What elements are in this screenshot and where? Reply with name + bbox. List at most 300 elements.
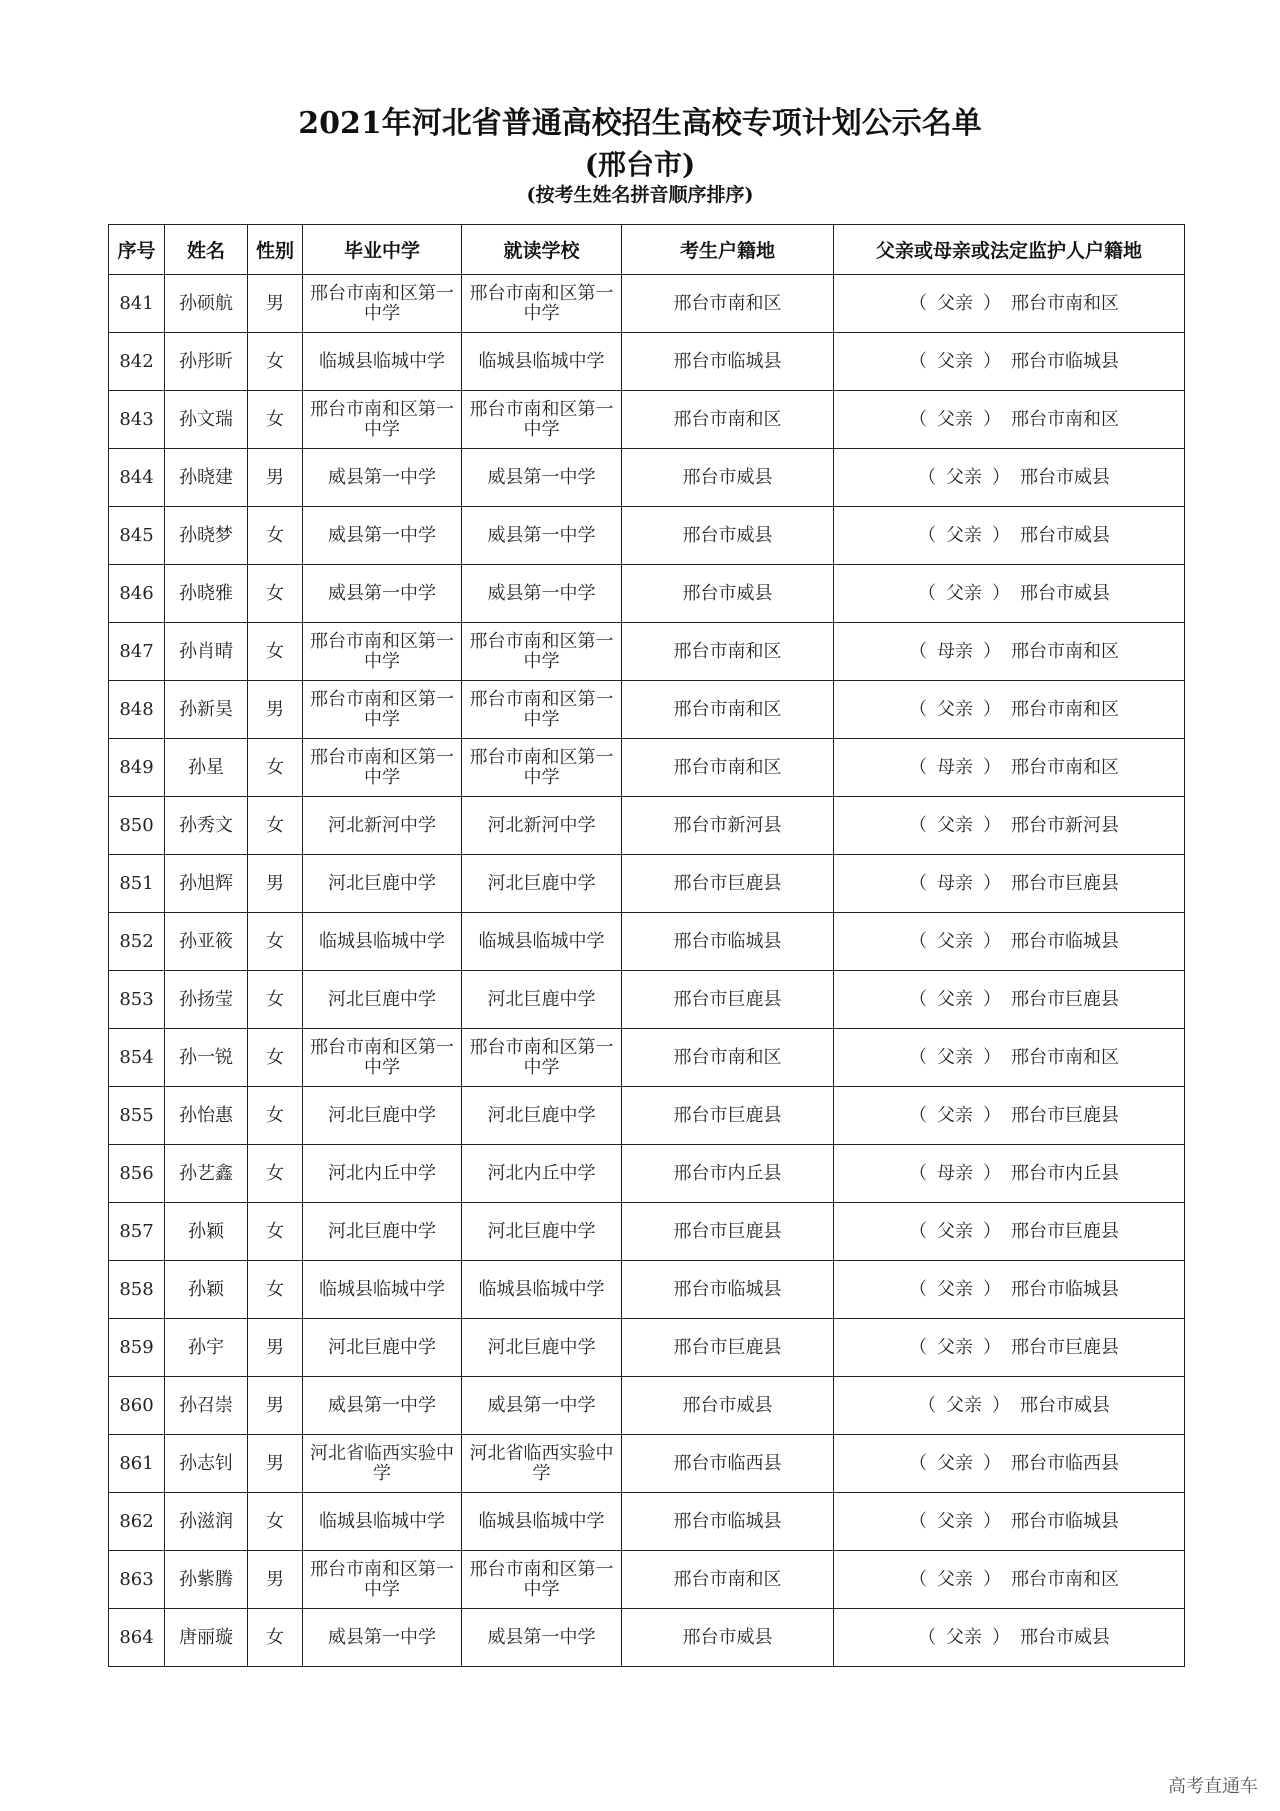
- open-paren: （: [909, 756, 927, 778]
- table-row: [109, 623, 1185, 681]
- guardian-relation: 父亲: [937, 1510, 973, 1532]
- hukou-cell: 邢台市巨鹿县: [622, 855, 834, 913]
- guardian-hukou-cell: [834, 1435, 1185, 1493]
- guardian-place: 邢台市南和区: [1011, 756, 1119, 778]
- grad-school-cell: 邢台市南和区第一中学: [303, 1551, 462, 1609]
- guardian-relation: 父亲: [937, 1046, 973, 1068]
- hukou-cell: 邢台市巨鹿县: [622, 1087, 834, 1145]
- current-school-cell: 临城县临城中学: [462, 913, 622, 971]
- seq-cell: 857: [109, 1203, 165, 1261]
- guardian-hukou-cell: [834, 507, 1185, 565]
- name-cell: 孙滋润: [165, 1493, 248, 1551]
- grad-school-cell: 威县第一中学: [303, 1377, 462, 1435]
- seq-cell: 843: [109, 391, 165, 449]
- open-paren: （: [909, 1510, 927, 1532]
- hukou-cell: 邢台市巨鹿县: [622, 1203, 834, 1261]
- guardian-hukou-cell: [834, 1145, 1185, 1203]
- close-paren: ）: [983, 698, 1001, 720]
- hukou-cell: 邢台市威县: [622, 1609, 834, 1667]
- hukou-cell: 邢台市威县: [622, 507, 834, 565]
- name-cell: 唐丽璇: [165, 1609, 248, 1667]
- hukou-cell: 邢台市临城县: [622, 333, 834, 391]
- current-school-cell: 河北巨鹿中学: [462, 971, 622, 1029]
- gender-cell: 女: [248, 1609, 303, 1667]
- table-row: [109, 449, 1185, 507]
- watermark: 高考直通车: [1168, 1776, 1258, 1797]
- guardian-place: 邢台市威县: [1020, 524, 1110, 546]
- guardian-relation: 母亲: [937, 756, 973, 778]
- guardian-relation: 父亲: [937, 698, 973, 720]
- seq-cell: 846: [109, 565, 165, 623]
- close-paren: ）: [992, 1394, 1010, 1416]
- close-paren: ）: [983, 1510, 1001, 1532]
- seq-cell: 864: [109, 1609, 165, 1667]
- guardian-relation: 父亲: [946, 524, 982, 546]
- hukou-cell: 邢台市临城县: [622, 1493, 834, 1551]
- name-cell: 孙颖: [165, 1203, 248, 1261]
- column-header-gender: 性别: [248, 225, 303, 275]
- name-cell: 孙亚筱: [165, 913, 248, 971]
- guardian-relation: 母亲: [937, 872, 973, 894]
- table-row: [109, 1609, 1185, 1667]
- gender-cell: 女: [248, 797, 303, 855]
- close-paren: ）: [983, 408, 1001, 430]
- table-row: [109, 1435, 1185, 1493]
- current-school-cell: 邢台市南和区第一中学: [462, 391, 622, 449]
- current-school-cell: 邢台市南和区第一中学: [462, 1551, 622, 1609]
- open-paren: （: [909, 872, 927, 894]
- table-row: [109, 1145, 1185, 1203]
- grad-school-cell: 临城县临城中学: [303, 333, 462, 391]
- guardian-relation: 父亲: [937, 1568, 973, 1590]
- current-school-cell: 河北巨鹿中学: [462, 1087, 622, 1145]
- guardian-relation: 父亲: [937, 1452, 973, 1474]
- hukou-cell: 邢台市南和区: [622, 391, 834, 449]
- open-paren: （: [918, 524, 936, 546]
- seq-cell: 848: [109, 681, 165, 739]
- guardian-relation: 父亲: [946, 1394, 982, 1416]
- seq-cell: 847: [109, 623, 165, 681]
- table-row: [109, 1493, 1185, 1551]
- guardian-hukou-cell: [834, 739, 1185, 797]
- guardian-place: 邢台市临城县: [1011, 930, 1119, 952]
- guardian-hukou-cell: [834, 971, 1185, 1029]
- grad-school-cell: 威县第一中学: [303, 1609, 462, 1667]
- gender-cell: 女: [248, 739, 303, 797]
- column-header-grad-school: 毕业中学: [303, 225, 462, 275]
- grad-school-cell: 邢台市南和区第一中学: [303, 681, 462, 739]
- guardian-relation: 父亲: [937, 350, 973, 372]
- close-paren: ）: [983, 1278, 1001, 1300]
- guardian-hukou-cell: [834, 333, 1185, 391]
- open-paren: （: [909, 1104, 927, 1126]
- grad-school-cell: 邢台市南和区第一中学: [303, 275, 462, 333]
- guardian-place: 邢台市巨鹿县: [1011, 1104, 1119, 1126]
- name-cell: 孙旭辉: [165, 855, 248, 913]
- grad-school-cell: 临城县临城中学: [303, 1493, 462, 1551]
- table-row: [109, 333, 1185, 391]
- name-cell: 孙硕航: [165, 275, 248, 333]
- name-cell: 孙晓建: [165, 449, 248, 507]
- grad-school-cell: 邢台市南和区第一中学: [303, 391, 462, 449]
- close-paren: ）: [992, 1626, 1010, 1648]
- close-paren: ）: [983, 756, 1001, 778]
- guardian-place: 邢台市临西县: [1011, 1452, 1119, 1474]
- table-row: [109, 507, 1185, 565]
- gender-cell: 男: [248, 1319, 303, 1377]
- close-paren: ）: [983, 988, 1001, 1010]
- guardian-place: 邢台市新河县: [1011, 814, 1119, 836]
- table-row: [109, 1087, 1185, 1145]
- name-cell: 孙颖: [165, 1261, 248, 1319]
- close-paren: ）: [983, 1220, 1001, 1242]
- guardian-hukou-cell: [834, 855, 1185, 913]
- seq-cell: 856: [109, 1145, 165, 1203]
- guardian-hukou-cell: [834, 797, 1185, 855]
- seq-cell: 862: [109, 1493, 165, 1551]
- current-school-cell: 威县第一中学: [462, 449, 622, 507]
- table-row: [109, 391, 1185, 449]
- guardian-place: 邢台市临城县: [1011, 350, 1119, 372]
- guardian-place: 邢台市临城县: [1011, 1510, 1119, 1532]
- guardian-relation: 父亲: [937, 930, 973, 952]
- column-header-hukou: 考生户籍地: [622, 225, 834, 275]
- column-header-current-school: 就读学校: [462, 225, 622, 275]
- current-school-cell: 河北巨鹿中学: [462, 1319, 622, 1377]
- gender-cell: 女: [248, 623, 303, 681]
- open-paren: （: [909, 350, 927, 372]
- guardian-hukou-cell: [834, 391, 1185, 449]
- current-school-cell: 临城县临城中学: [462, 1493, 622, 1551]
- name-cell: 孙文瑞: [165, 391, 248, 449]
- close-paren: ）: [983, 872, 1001, 894]
- gender-cell: 女: [248, 565, 303, 623]
- close-paren: ）: [983, 1046, 1001, 1068]
- current-school-cell: 临城县临城中学: [462, 333, 622, 391]
- seq-cell: 841: [109, 275, 165, 333]
- guardian-relation: 父亲: [937, 1336, 973, 1358]
- table-row: [109, 1203, 1185, 1261]
- admission-list-table: [108, 224, 1185, 1667]
- guardian-place: 邢台市巨鹿县: [1011, 1220, 1119, 1242]
- open-paren: （: [918, 1394, 936, 1416]
- sort-note: (按考生姓名拼音顺序排序): [526, 184, 754, 206]
- guardian-hukou-cell: [834, 1203, 1185, 1261]
- guardian-relation: 父亲: [937, 814, 973, 836]
- guardian-place: 邢台市巨鹿县: [1011, 1336, 1119, 1358]
- current-school-cell: 威县第一中学: [462, 1377, 622, 1435]
- grad-school-cell: 河北巨鹿中学: [303, 1087, 462, 1145]
- table-body: [109, 275, 1185, 1667]
- open-paren: （: [918, 466, 936, 488]
- gender-cell: 女: [248, 391, 303, 449]
- gender-cell: 女: [248, 1145, 303, 1203]
- gender-cell: 男: [248, 275, 303, 333]
- guardian-hukou-cell: [834, 913, 1185, 971]
- current-school-cell: 邢台市南和区第一中学: [462, 681, 622, 739]
- name-cell: 孙紫腾: [165, 1551, 248, 1609]
- grad-school-cell: 临城县临城中学: [303, 913, 462, 971]
- column-header-name: 姓名: [165, 225, 248, 275]
- gender-cell: 男: [248, 449, 303, 507]
- gender-cell: 女: [248, 507, 303, 565]
- page-title: 2021年河北省普通高校招生高校专项计划公示名单: [298, 106, 982, 141]
- name-cell: 孙怡惠: [165, 1087, 248, 1145]
- hukou-cell: 邢台市临城县: [622, 913, 834, 971]
- table-row: [109, 797, 1185, 855]
- guardian-place: 邢台市南和区: [1011, 1046, 1119, 1068]
- guardian-hukou-cell: [834, 1261, 1185, 1319]
- grad-school-cell: 威县第一中学: [303, 565, 462, 623]
- grad-school-cell: 河北巨鹿中学: [303, 971, 462, 1029]
- guardian-relation: 父亲: [937, 988, 973, 1010]
- guardian-relation: 父亲: [937, 292, 973, 314]
- open-paren: （: [909, 1278, 927, 1300]
- guardian-relation: 父亲: [937, 408, 973, 430]
- open-paren: （: [909, 1162, 927, 1184]
- table-row: [109, 1319, 1185, 1377]
- current-school-cell: 威县第一中学: [462, 565, 622, 623]
- hukou-cell: 邢台市南和区: [622, 681, 834, 739]
- guardian-place: 邢台市南和区: [1011, 1568, 1119, 1590]
- current-school-cell: 河北新河中学: [462, 797, 622, 855]
- current-school-cell: 邢台市南和区第一中学: [462, 739, 622, 797]
- close-paren: ）: [983, 292, 1001, 314]
- column-header-seq: 序号: [109, 225, 165, 275]
- current-school-cell: 威县第一中学: [462, 1609, 622, 1667]
- grad-school-cell: 邢台市南和区第一中学: [303, 739, 462, 797]
- grad-school-cell: 威县第一中学: [303, 507, 462, 565]
- guardian-relation: 父亲: [946, 1626, 982, 1648]
- column-header-guardian-hukou: 父亲或母亲或法定监护人户籍地: [834, 225, 1185, 275]
- close-paren: ）: [983, 1336, 1001, 1358]
- guardian-relation: 父亲: [946, 582, 982, 604]
- seq-cell: 842: [109, 333, 165, 391]
- name-cell: 孙一锐: [165, 1029, 248, 1087]
- grad-school-cell: 河北巨鹿中学: [303, 855, 462, 913]
- guardian-relation: 父亲: [937, 1104, 973, 1126]
- seq-cell: 844: [109, 449, 165, 507]
- guardian-place: 邢台市威县: [1020, 1626, 1110, 1648]
- current-school-cell: 河北内丘中学: [462, 1145, 622, 1203]
- current-school-cell: 威县第一中学: [462, 507, 622, 565]
- open-paren: （: [918, 582, 936, 604]
- grad-school-cell: 威县第一中学: [303, 449, 462, 507]
- grad-school-cell: 河北巨鹿中学: [303, 1319, 462, 1377]
- guardian-hukou-cell: [834, 1377, 1185, 1435]
- current-school-cell: 邢台市南和区第一中学: [462, 275, 622, 333]
- close-paren: ）: [983, 1162, 1001, 1184]
- guardian-place: 邢台市南和区: [1011, 640, 1119, 662]
- hukou-cell: 邢台市巨鹿县: [622, 1319, 834, 1377]
- seq-cell: 850: [109, 797, 165, 855]
- hukou-cell: 邢台市南和区: [622, 1551, 834, 1609]
- close-paren: ）: [992, 466, 1010, 488]
- guardian-hukou-cell: [834, 449, 1185, 507]
- current-school-cell: 河北省临西实验中学: [462, 1435, 622, 1493]
- seq-cell: 855: [109, 1087, 165, 1145]
- close-paren: ）: [983, 1452, 1001, 1474]
- open-paren: （: [909, 930, 927, 952]
- guardian-hukou-cell: [834, 1029, 1185, 1087]
- hukou-cell: 邢台市南和区: [622, 739, 834, 797]
- close-paren: ）: [983, 1104, 1001, 1126]
- gender-cell: 男: [248, 1377, 303, 1435]
- gender-cell: 女: [248, 971, 303, 1029]
- current-school-cell: 临城县临城中学: [462, 1261, 622, 1319]
- seq-cell: 863: [109, 1551, 165, 1609]
- guardian-hukou-cell: [834, 565, 1185, 623]
- grad-school-cell: 河北巨鹿中学: [303, 1203, 462, 1261]
- name-cell: 孙志钊: [165, 1435, 248, 1493]
- hukou-cell: 邢台市威县: [622, 1377, 834, 1435]
- open-paren: （: [909, 1568, 927, 1590]
- gender-cell: 男: [248, 1435, 303, 1493]
- open-paren: （: [909, 988, 927, 1010]
- open-paren: （: [909, 1220, 927, 1242]
- open-paren: （: [909, 408, 927, 430]
- name-cell: 孙扬莹: [165, 971, 248, 1029]
- open-paren: （: [909, 292, 927, 314]
- seq-cell: 849: [109, 739, 165, 797]
- gender-cell: 男: [248, 1551, 303, 1609]
- gender-cell: 男: [248, 855, 303, 913]
- guardian-hukou-cell: [834, 681, 1185, 739]
- city-subtitle: (邢台市): [584, 148, 696, 181]
- name-cell: 孙肖晴: [165, 623, 248, 681]
- open-paren: （: [909, 1452, 927, 1474]
- hukou-cell: 邢台市临城县: [622, 1261, 834, 1319]
- table-row: [109, 275, 1185, 333]
- guardian-place: 邢台市巨鹿县: [1011, 872, 1119, 894]
- table-row: [109, 855, 1185, 913]
- name-cell: 孙秀文: [165, 797, 248, 855]
- seq-cell: 861: [109, 1435, 165, 1493]
- table-row: [109, 739, 1185, 797]
- hukou-cell: 邢台市新河县: [622, 797, 834, 855]
- seq-cell: 851: [109, 855, 165, 913]
- hukou-cell: 邢台市威县: [622, 449, 834, 507]
- guardian-hukou-cell: [834, 1493, 1185, 1551]
- close-paren: ）: [983, 640, 1001, 662]
- name-cell: 孙星: [165, 739, 248, 797]
- close-paren: ）: [992, 524, 1010, 546]
- guardian-hukou-cell: [834, 275, 1185, 333]
- name-cell: 孙彤昕: [165, 333, 248, 391]
- table-header-row: [109, 225, 1185, 275]
- table-row: [109, 913, 1185, 971]
- hukou-cell: 邢台市南和区: [622, 1029, 834, 1087]
- current-school-cell: 河北巨鹿中学: [462, 1203, 622, 1261]
- seq-cell: 854: [109, 1029, 165, 1087]
- seq-cell: 845: [109, 507, 165, 565]
- table-row: [109, 1261, 1185, 1319]
- table-row: [109, 971, 1185, 1029]
- hukou-cell: 邢台市巨鹿县: [622, 971, 834, 1029]
- seq-cell: 859: [109, 1319, 165, 1377]
- guardian-hukou-cell: [834, 1319, 1185, 1377]
- guardian-place: 邢台市威县: [1020, 466, 1110, 488]
- seq-cell: 858: [109, 1261, 165, 1319]
- guardian-hukou-cell: [834, 623, 1185, 681]
- guardian-hukou-cell: [834, 1609, 1185, 1667]
- name-cell: 孙艺鑫: [165, 1145, 248, 1203]
- table-row: [109, 1377, 1185, 1435]
- open-paren: （: [909, 698, 927, 720]
- grad-school-cell: 河北新河中学: [303, 797, 462, 855]
- gender-cell: 女: [248, 333, 303, 391]
- hukou-cell: 邢台市南和区: [622, 275, 834, 333]
- gender-cell: 女: [248, 913, 303, 971]
- seq-cell: 852: [109, 913, 165, 971]
- open-paren: （: [909, 1046, 927, 1068]
- guardian-place: 邢台市临城县: [1011, 1278, 1119, 1300]
- hukou-cell: 邢台市临西县: [622, 1435, 834, 1493]
- guardian-relation: 父亲: [937, 1278, 973, 1300]
- table-row: [109, 1029, 1185, 1087]
- guardian-hukou-cell: [834, 1551, 1185, 1609]
- open-paren: （: [909, 1336, 927, 1358]
- name-cell: 孙召崇: [165, 1377, 248, 1435]
- guardian-place: 邢台市威县: [1020, 582, 1110, 604]
- guardian-place: 邢台市南和区: [1011, 698, 1119, 720]
- open-paren: （: [909, 640, 927, 662]
- gender-cell: 女: [248, 1087, 303, 1145]
- gender-cell: 男: [248, 681, 303, 739]
- hukou-cell: 邢台市南和区: [622, 623, 834, 681]
- gender-cell: 女: [248, 1261, 303, 1319]
- guardian-place: 邢台市威县: [1020, 1394, 1110, 1416]
- current-school-cell: 河北巨鹿中学: [462, 855, 622, 913]
- table-row: [109, 565, 1185, 623]
- seq-cell: 853: [109, 971, 165, 1029]
- grad-school-cell: 河北省临西实验中学: [303, 1435, 462, 1493]
- close-paren: ）: [983, 1568, 1001, 1590]
- gender-cell: 女: [248, 1203, 303, 1261]
- table-row: [109, 681, 1185, 739]
- guardian-place: 邢台市南和区: [1011, 408, 1119, 430]
- guardian-place: 邢台市巨鹿县: [1011, 988, 1119, 1010]
- table-row: [109, 1551, 1185, 1609]
- seq-cell: 860: [109, 1377, 165, 1435]
- name-cell: 孙晓雅: [165, 565, 248, 623]
- grad-school-cell: 邢台市南和区第一中学: [303, 623, 462, 681]
- guardian-place: 邢台市南和区: [1011, 292, 1119, 314]
- close-paren: ）: [983, 350, 1001, 372]
- close-paren: ）: [983, 814, 1001, 836]
- hukou-cell: 邢台市威县: [622, 565, 834, 623]
- close-paren: ）: [992, 582, 1010, 604]
- guardian-relation: 父亲: [937, 1220, 973, 1242]
- guardian-relation: 母亲: [937, 1162, 973, 1184]
- gender-cell: 女: [248, 1493, 303, 1551]
- grad-school-cell: 临城县临城中学: [303, 1261, 462, 1319]
- guardian-relation: 父亲: [946, 466, 982, 488]
- open-paren: （: [918, 1626, 936, 1648]
- open-paren: （: [909, 814, 927, 836]
- name-cell: 孙晓梦: [165, 507, 248, 565]
- guardian-hukou-cell: [834, 1087, 1185, 1145]
- guardian-relation: 母亲: [937, 640, 973, 662]
- close-paren: ）: [983, 930, 1001, 952]
- current-school-cell: 邢台市南和区第一中学: [462, 1029, 622, 1087]
- guardian-place: 邢台市内丘县: [1011, 1162, 1119, 1184]
- current-school-cell: 邢台市南和区第一中学: [462, 623, 622, 681]
- grad-school-cell: 河北内丘中学: [303, 1145, 462, 1203]
- name-cell: 孙新昊: [165, 681, 248, 739]
- grad-school-cell: 邢台市南和区第一中学: [303, 1029, 462, 1087]
- gender-cell: 女: [248, 1029, 303, 1087]
